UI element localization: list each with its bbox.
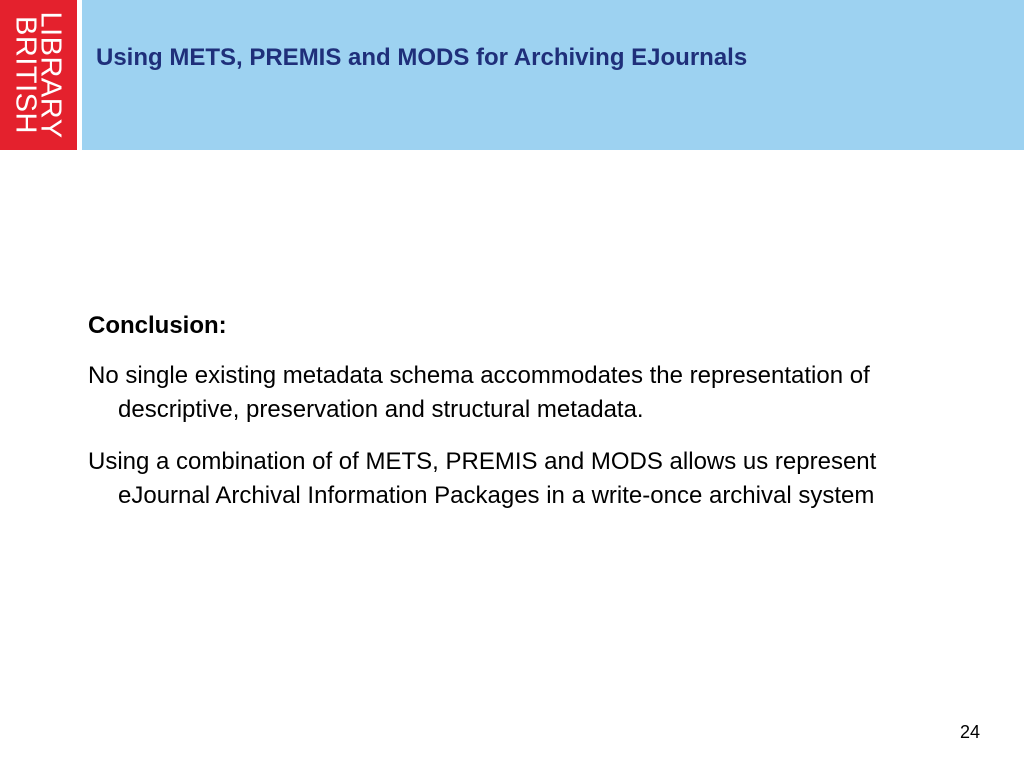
slide-content xyxy=(88,312,968,531)
conclusion-paragraph-1: No single existing metadata schema accommodates the representation of descriptive, preservation and structural metadata. xyxy=(88,361,870,423)
header-band xyxy=(82,0,1024,150)
logo-text-library: LIBRARY xyxy=(34,11,66,139)
page-number: 24 xyxy=(960,722,981,742)
conclusion-heading: Conclusion: xyxy=(88,312,227,339)
conclusion-paragraph-2: Using a combination of of METS, PREMIS and MODS allows us represent eJournal Archival Information Packages in a write-once archival system xyxy=(88,447,877,509)
slide-title: Using METS, PREMIS and MODS for Archiving EJournals xyxy=(96,44,748,71)
british-library-logo xyxy=(0,0,77,150)
logo-text-british: BRITISH xyxy=(9,16,41,134)
